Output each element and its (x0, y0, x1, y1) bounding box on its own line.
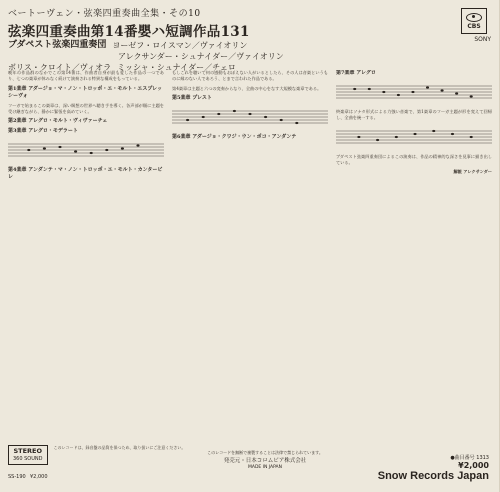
movement-heading: 第4楽章 アンダンテ・マ・ノン・トロッポ・エ・モルト・カンタービレ (8, 167, 163, 181)
cbs-logo (461, 8, 487, 34)
made-in-label: MADE IN JAPAN (247, 465, 283, 470)
copyright-notice: このレコードを無断で複製することは法律で禁じられています。 (207, 450, 323, 455)
publisher-name: 発売元・日本コロムビア株式会社 (223, 458, 307, 464)
performers-block (8, 40, 338, 73)
performer-1: ヨーゼフ・ロイスマン／ヴァイオリン (112, 41, 248, 50)
cbs-eye-icon (466, 13, 482, 22)
series-title: ベートーヴェン・弦楽四重奏曲全集・その10 (8, 9, 201, 19)
paragraph: 第4楽章は主題と六つの変奏からなり、全曲の中心をなす大規模な楽章である。 (172, 85, 322, 91)
performer-3: ボリス・クロイト／ヴィオラ (8, 63, 112, 72)
column-3 (336, 70, 492, 430)
sony-label: SONY (474, 36, 491, 43)
watermark-text: Snow Records Japan (377, 470, 489, 482)
ensemble-name: ブダペスト弦楽四重奏団 (8, 40, 107, 50)
music-staff-example (336, 127, 492, 149)
footer-right (450, 455, 489, 469)
stereo-badge (8, 445, 48, 465)
product-code: ●曲目番号 1313 (450, 455, 489, 461)
paragraph: 晩年の作品群のなかでこの第14番は、作曲者自身が最も愛した作品の一つであり、七つの楽章が休みなく続けて演奏される特異な構成をもっている。 (8, 70, 164, 82)
performer-4: ミッシャ・シュナイダー／チェロ (117, 63, 236, 72)
movement-heading: 第3楽章 アレグロ・モデラート (8, 128, 78, 135)
music-staff-example (8, 140, 164, 162)
column-2 (172, 70, 328, 430)
footer-center (190, 450, 340, 471)
paragraph: ブダペスト弦楽四重奏団によるこの演奏は、作品の精神的な深さを見事に描き出している。 (336, 153, 492, 165)
performer-2: アレクサンダー・シュナイダー／ヴァイオリン (118, 52, 284, 61)
column-1 (8, 70, 164, 430)
record-notice: このレコードは、録音盤の品質を保つため、取り扱いにご注意ください。 (53, 445, 186, 450)
paragraph: 終楽章はソナタ形式による力強い音楽で、第1楽章のフーガ主題が形を変えて回帰し、全曲を統一する。 (336, 109, 492, 121)
paragraph: もしこれを聴いて何の感動もおぼえない人がいるとしたら、その人は音楽というものに縁のない人であろう、とまで言われた作品である。 (172, 70, 328, 82)
movement-heading: 第2楽章 アレグロ・モルト・ヴィヴァーチェ (8, 118, 108, 125)
music-staff-example (336, 82, 492, 104)
stereo-sub-label: 360 SOUND (13, 456, 43, 462)
movement-heading: 第6楽章 アダージョ・クワジ・ウン・ポコ・アンダンテ (172, 133, 297, 140)
catalog-price: ¥2,000 (30, 474, 48, 480)
movement-heading: 第7楽章 アレグロ (336, 70, 376, 76)
retail-price: ¥2,000 (458, 461, 489, 470)
music-staff-example (172, 107, 328, 129)
movement-heading: 第5楽章 プレスト (172, 94, 212, 101)
movement-heading: 第1楽章 アダージョ・マ・ノン・トロッポ・エ・モルト・エスプレッシーヴォ (8, 85, 163, 99)
album-title: 弦楽四重奏曲第14番嬰ハ短調作品131 (8, 24, 250, 40)
paragraph: フーガで始まるこの楽章は、深い瞑想の世界へ聴き手を導く。各声部が順に主題を受け継ぎながら、静かに緊張を高めていく。 (8, 102, 164, 114)
cbs-logo-text: CBS (467, 22, 481, 30)
catalog-number: SS-190 (8, 474, 26, 480)
text-columns (8, 70, 492, 430)
stereo-label: STEREO (13, 447, 43, 455)
credit-line: 解説 アレクサンダー (453, 169, 492, 175)
